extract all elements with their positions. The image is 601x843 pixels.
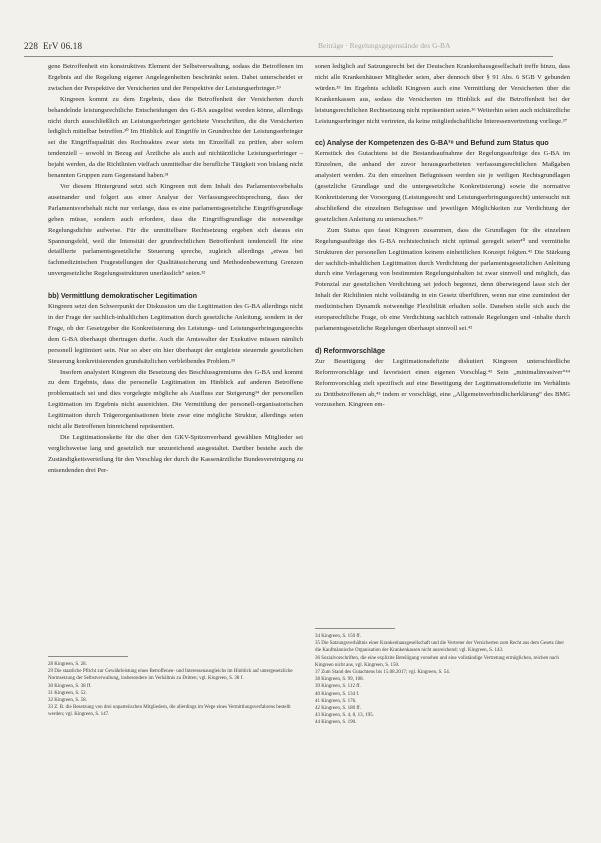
page-number: 228 ErV 06.18 bbox=[24, 41, 83, 51]
paragraph: Insofern analysiert Kingreen die Besetzung des Beschlussgremiums des G-BA und kommt zu dem Ergebnis, dass die personelle Legitimation im Hinblick auf anderen Betroffene problematisch sei und dies vorgelegte mögliche als Ausfluss zur Steigerung³⁴ der personellen Legitimation im Ergebnis nicht ausreichten. Die Vermittlung der personell-organisatorischen Legitimation durch Trägerorganisationen biete zwar eine mögliche Struktur, allerdings seien nicht alle Betroffenen hinreichend repräsentiert. bbox=[48, 368, 303, 431]
footnotes-right bbox=[315, 622, 570, 727]
footnote: 32 Kingreen, S. 58. bbox=[48, 698, 87, 704]
paragraph: gene Betroffenheit ein konstruktives Element der Selbstverwaltung, sodass die Betroffenen im Ergebnis auf die Regelung eigener Angelegenheiten beschränkt seien. Dabei unterscheidet er zwischen der Perspektive der Versicherten und der Perspektive der Leistungserbringer.²⁹ bbox=[48, 63, 303, 92]
footnote: 35 Die Satzungsverhältnis einer Krankenhausgesellschaft und die Vertreter der Versicherten zum Recht aus dem Gesetz über die Kaufmännische Organisation der Krankenkassen nicht ausreichend; vgl. Kingreen, S. 143. bbox=[315, 641, 565, 654]
running-head: Beiträge · Regelungsgegenstände des G-BA bbox=[318, 41, 451, 50]
footnote: 44 Kingreen, S. 190. bbox=[315, 720, 357, 726]
footnote: 36 Sozialvorschriften, die eine explizite Beteiligung vorsehen und eine vollständige Vertretung ermöglichen, reichen nach Kingreen nicht aus, vgl. Kingreen, S. 150. bbox=[315, 655, 559, 668]
footnote: 34 Kingreen, S. 150 ff. bbox=[315, 634, 361, 639]
paragraph: sonen lediglich auf Satzungsrecht bei der Deutschen Krankenhausgesellschaft treffe hinzu, dass nicht alle Krankenhäuser Mitglieder seien, aber dennoch über § 91 Abs. 6 SGB V gebunden würden.³⁵ Im Ergebnis schließt Kingreen auch eine Vermittlung der Versicherten über die Krankenkassen aus, sodass die Versicherten im Hinblick auf die Betroffenheit bei der leistungsrechtlichen Rechtsetzung nicht repräsentiert seien.³⁶ Weiterhin seien auch nichtärztliche Leistungserbringer nicht vertreten, da keine mitgliedschaftliche Interessenvertretung vorliege.³⁷ bbox=[315, 63, 570, 125]
header-rule bbox=[24, 56, 553, 57]
paragraph: Kernstück des Gutachtens ist die Bestandsaufnahme der Regelungsaufträge des G-BA im Einzelnen, die anhand der zuvor herausgearbeiteten verfassungsrechtlichen Maßgaben analysiert werden. Zu den einzelnen Befugnissen werden sie je weiligen Rechtsgrundlagen (gesetzliche Grundlage und die untergesetzliche Konkretisierung) sowie die normative Konkretisierung der Vorsorgung (Leistungsrecht und Leistungserbringungsrecht) untersucht mit abschließend die einzelnen Befugnisse und jeweiligen Möglichkeiten zur Verdichtung der gesetzlichen Anleitung zu untersuchen.³⁹ bbox=[315, 150, 570, 223]
paragraph: Zur Beseitigung der Legitimationsdefizite diskutiert Kingreen unterschiedliche Reformvorschläge und favorisiert einen eigenen Vorschlag.⁴³ Sein „minimalinvasiver“⁴⁴ Reformvorschlag zielt spezifisch auf eine Beseitigung der Legitimationsdefizite im Verhältnis zu Drittbetroffenen ab,⁴⁵ indem er vorschlägt, eine „Allgemeinverbindlicherklärung“ des BMG vorzusehen. Kingreen em- bbox=[315, 357, 570, 409]
right-column bbox=[315, 62, 570, 411]
footnote: 31 Kingreen, S. 52. bbox=[48, 690, 87, 696]
footnote-rule bbox=[315, 628, 395, 629]
footnote: 33 Z. B. die Besetzung von drei unparteiischen Mitgliedern, die allerdings im Wege eines Vermittlungsverfahrens bestellt werden; vgl. Kingreen, S. 147. bbox=[48, 705, 291, 718]
paragraph: Vor diesem Hintergrund setzt sich Kingreen mit dem Inhalt des Parlamentsvorbehalts auseinander und folgert aus einer Analyse der Verfassungsrechtsprechung, dass der Parlamentsvorbehalt nicht nur verlange, dass es eine parlamentsgesetzliche Eingriffsgrundlage geben müsse, sondern auch erfordere, dass die Eingriffsgrundlage die notwendige Regelungsdichte aufweise. Für die unmittelbare Rechtsetzung ergeben sich daraus ein Spannungsfeld, weil die Intensität der grundrechtlichen Betroffenheit tendenziell für eine detaillierte parlamentsgesetzliche Steuerung spreche, zugleich allerdings „etwas bei fachmedizinischen Fragestellungen der Qualitätssicherung und Methodenbewertung Grenzen unvergesetzliche Regelungsstrukturen unerlässlich“ seien.³² bbox=[48, 182, 303, 278]
footnote: 40 Kingreen, S. 134 f. bbox=[315, 691, 360, 697]
left-column bbox=[48, 62, 303, 477]
footnote: 39 Kingreen, S. 112 ff. bbox=[315, 684, 361, 690]
paragraph: Zum Status quo fasst Kingreen zusammen, dass die Grundlagen für die einzelnen Regelungsaufträge des G-BA rechtstechnisch nicht optimal geregelt seien⁴⁰ und vermittelte Strukturen der personellen Legitimation keinem einheitlichen Konzept folgten.⁴¹ Die Stärkung der sachlich-inhaltlichen Legitimation durch Verdichtung der parlamentsgesetzlichen Anleitung durch eine Verlagerung von bestimmten Regelungsinhalten ist zwar sinnvoll und möglich, das Potenzial zur gesetzlichen Verdichtung sei jedoch begrenzt, denn überwiegend lasse sich der Inhalt der Richtlinien nicht vollständig in ein Gesetz überführen, wenn nur eine zumindest der medizinischen Dynamik notwendige Flexibilität erhalten solle. Daneben stelle sich auch die europarechtliche Frage, ob eine Verdichtung sachlich rationale Regelungen und -inhalte durch parlamentsgesetzliche Regelungen überhaupt sinnvoll sei.⁴² bbox=[315, 226, 570, 332]
footnote: 28 Kingreen, S. 28. bbox=[48, 662, 87, 667]
footnote: 29 Die staatliche Pflicht zur Gewährleistung eines Betroffenen- und Interessenausgleichs im Hinblick auf untergesetzliche Normsetzung der Selbstverwaltung, insbesondere im Verhältnis zu Dritten; vgl. Kingreen, S. 38 f. bbox=[48, 669, 293, 682]
footnote: 42 Kingreen, S. 180 ff. bbox=[315, 706, 361, 712]
footnote: 41 Kingreen, S. 176. bbox=[315, 698, 357, 704]
section-heading: cc) Analyse der Kompetenzen des G-BA³⁸ und Befund zum Status quo bbox=[315, 140, 549, 148]
footnote: 30 Kingreen, S. 38 ff. bbox=[48, 683, 92, 689]
footnote-rule bbox=[48, 656, 128, 657]
footnote: 43 Kingreen, S. 4, 8, 13, 195. bbox=[315, 713, 374, 719]
section-heading: d) Reformvorschläge bbox=[315, 347, 386, 355]
footnotes-left bbox=[48, 650, 303, 719]
footnote: 38 Kingreen, S. 99, 108. bbox=[315, 677, 364, 683]
paragraph: Die Legitimationskette für die über den GKV-Spitzenverband gewählten Mitglieder sei verglichsweise lang und gesetzlich nur unzureichend ausgestaltet. Darüber bestehe auch die Zuständigkeitsverteilung für den Vorschlag der durch die Kassenärztliche Bundesvereinigung zu entsendenden drei Per- bbox=[48, 434, 303, 474]
paragraph: Kingreen setzt den Schwerpunkt der Diskussion um die Legitimation des G-BA allerdings nicht in der Frage der sachlich-inhaltlichen Legitimation durch gesetzliche Anleitung, sondern in der Frage, ob der Gesetzgeber die Konkretisierung des Leistungs- und Leistungserbringungsrechts dem G-BA überhaupt übertragen durfte. Auch die Amtswalter der Exekutive müssen nämlich personell legitimiert sein. Nur so aber ein hier überhaupt der entgleiste steuernde gesetzlichen Steuerung konkretisierenden grundsätzlichen verbleibendes Problem.³³ bbox=[48, 303, 303, 365]
paragraph: Kingreen kommt zu dem Ergebnis, dass die Betroffenheit der Versicherten durch behandelnde leistungsrechtliche Entscheidungen des G-BA ausgelöst werden könne, allerdings nicht durch ausschließlich an Leistungserbringer gerichtete Vorschriften, die die Versicherten lediglich mittelbar betreffen.³⁰ Im Hinblick auf Eingriffe in Grundrechte der Leistungserbringer sei die Eingriffsqualität des Rechtsaktes zwar stets im Einzelfall zu prüfen, aber sofern tendenziell – sowohl in Bezug auf Ärztliche als auch auf nichtärztliche Leistungserbringer – bejaht werden, da die Richtlinien vielfach unmittelbar die berufliche Tätigkeit von bislang nicht benannten Gruppen zum Gegenstand haben.³¹ bbox=[48, 95, 303, 180]
section-heading: bb) Vermittlung demokratischer Legitimation bbox=[48, 293, 197, 301]
footnote: 37 Zum Stand des Gutachtens bis 15.08.2017; vgl. Kingreen, S. 54. bbox=[315, 670, 450, 676]
